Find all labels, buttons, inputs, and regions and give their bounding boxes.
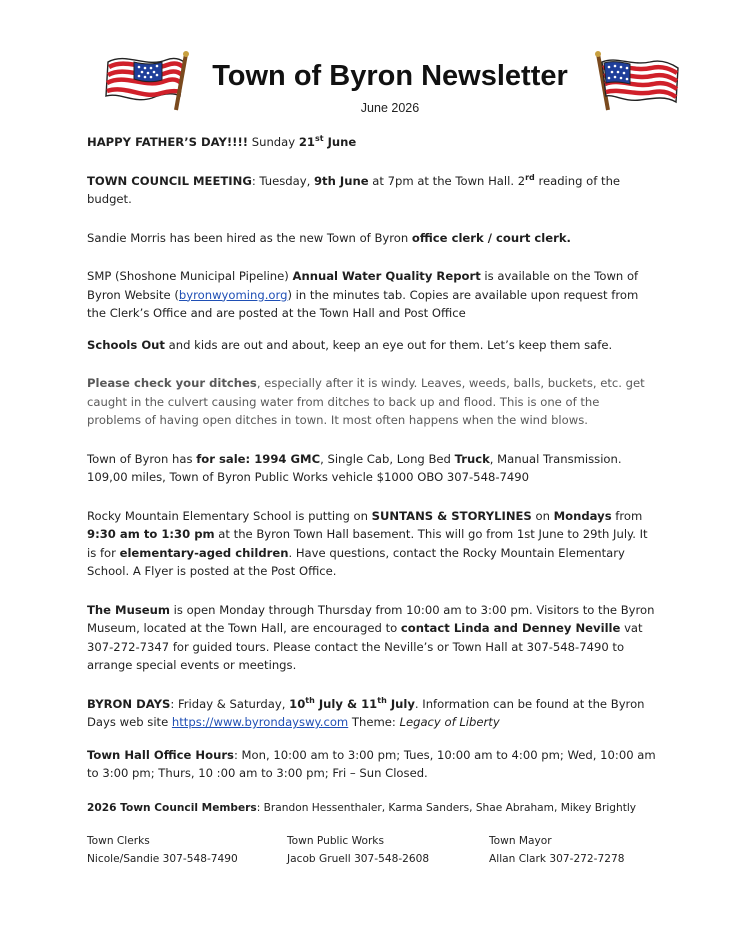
newsletter-title: Town of Byron Newsletter — [212, 60, 568, 92]
council-meeting-heading: TOWN COUNCIL MEETING — [87, 173, 252, 188]
office-hours-notice: Town Hall Office Hours: Mon, 10:00 am to 3:00 pm; Tues, 10:00 am to 4:00 pm; Wed, 10:00 am to 3:00 pm; Thurs, 10 :00 am to 3:00 pm; Fri – Sun Closed. — [87, 747, 656, 780]
council-meeting-notice: TOWN COUNCIL MEETING: Tuesday, 9th June at 7pm at the Town Hall. 2rd reading of the budget. — [87, 172, 621, 206]
contact-name-phone: Jacob Gruell 307-548-2608 — [287, 853, 430, 865]
contact-role: Town Mayor — [489, 835, 552, 847]
ditches-notice: Please check your ditches, especially after it is windy. Leaves, weeds, balls, buckets, etc. get caught in the culvert causing water from ditches to back up and flood. This is one of the problems of having open ditches in town. It most often happens when the wind blows. — [87, 376, 645, 427]
byron-days-notice: BYRON DAYS: Friday & Saturday, 10th July & 11th July. Information can be found at the Byron Days web site https://www.byrondayswy.com Theme: Legacy of Liberty — [87, 695, 645, 729]
clerk-hire-notice: Sandie Morris has been hired as the new Town of Byron office clerk / court clerk. — [87, 230, 571, 245]
newsletter-body — [87, 133, 657, 817]
contact-town-clerks — [87, 832, 238, 868]
truck-for-sale-notice: Town of Byron has for sale: 1994 GMC, Single Cab, Long Bed Truck, Manual Transmission. 109,00 miles, Town of Byron Public Works vehicle $1000 OBO 307-548-7490 — [87, 451, 622, 484]
fathers-day-notice: HAPPY FATHER’S DAY!!!! Sunday 21st June — [87, 134, 357, 149]
schools-out-notice: Schools Out and kids are out and about, keep an eye out for them. Let’s keep them safe. — [87, 337, 613, 352]
suntans-storylines-notice: Rocky Mountain Elementary School is putting on SUNTANS & STORYLINES on Mondays from 9:30 am to 1:30 pm at the Byron Town Hall basement. This will go from 1st June to 29th July. It is for elementary-aged children. Have questions, contact the Rocky Mountain Elementary School. A Flyer is posted at the Post Office. — [87, 508, 648, 578]
newsletter-date: June 2026 — [360, 101, 420, 115]
contact-role: Town Public Works — [287, 835, 384, 847]
contact-town-mayor — [489, 832, 624, 868]
council-members-notice: 2026 Town Council Members: Brandon Hessenthaler, Karma Sanders, Shae Abraham, Mikey Brightly — [87, 801, 637, 814]
contact-public-works — [287, 832, 429, 868]
byron-website-link[interactable]: byronwyoming.org — [178, 287, 288, 302]
contact-name-phone: Allan Clark 307-272-7278 — [489, 853, 625, 865]
byron-days-website-link[interactable]: https://www.byrondayswy.com — [171, 715, 349, 729]
contact-role: Town Clerks — [87, 835, 150, 847]
water-report-notice: SMP (Shoshone Municipal Pipeline) Annual Water Quality Report is available on the Town of Byron Website (byronwyoming.org) in the minutes tab. Copies are available upon request from the Clerk’s Office and are posted at the Town Hall and Post Office — [87, 269, 639, 320]
contact-name-phone: Nicole/Sandie 307-548-7490 — [87, 853, 238, 865]
museum-notice: The Museum is open Monday through Thursday from 10:00 am to 3:00 pm. Visitors to the Byron Museum, located at the Town Hall, are encouraged to contact Linda and Denney Neville vat 307-272-7347 for guided tours. Please contact the Neville’s or Town Hall at 307-548-7490 to arrange special events or meetings. — [87, 602, 655, 672]
fathers-day-heading: HAPPY FATHER’S DAY!!!! — [87, 135, 249, 149]
